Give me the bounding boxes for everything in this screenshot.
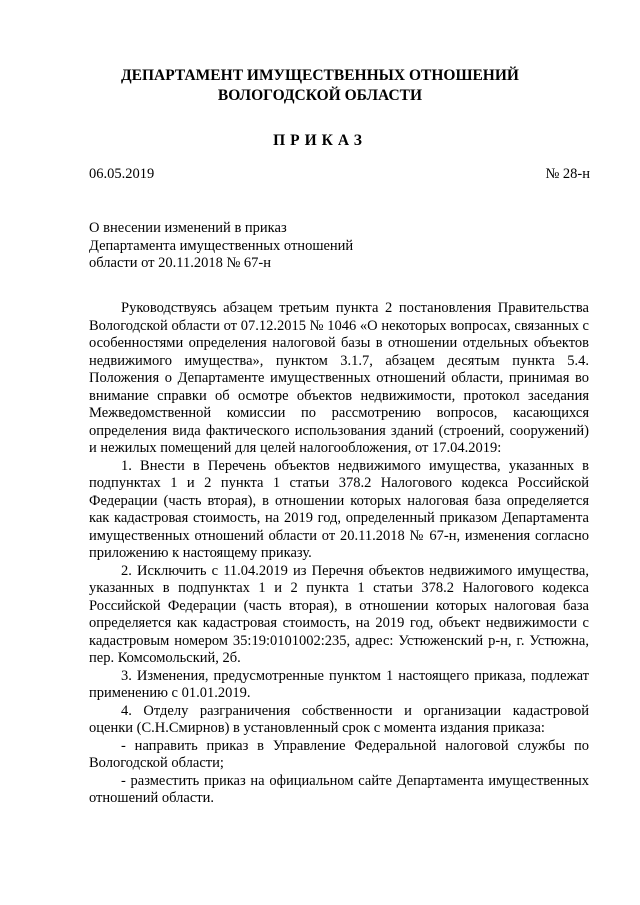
subject-line-3: области от 20.11.2018 № 67-н [89, 255, 272, 271]
clause-3-paragraph: 3. Изменения, предусмотренные пунктом 1 настоящего приказа, подлежат применению с 01.01.2019. [89, 667, 589, 701]
document-body [89, 300, 589, 808]
document-title: ПРИКАЗ [273, 132, 367, 149]
clause-2-paragraph: 2. Исключить с 11.04.2019 из Перечня объектов недвижимого имущества, указанных в подпунктах 1 и 2 пункта 1 статьи 378.2 Налогового кодекса Российской Федерации (часть вторая), в отношении которых налоговая база определяется как кадастровая стоимость, на 2019 год, объект недвижимости с кадастровым номером 35:19:0101002:235, адрес: Устюженский р-н, г. Устюжна, пер. Комсомольский, 2б. [89, 562, 589, 666]
clause-4-paragraph: 4. Отделу разграничения собственности и организации кадастровой оценки (С.Н.Смирнов) в установленный срок с момента издания приказа: [89, 702, 589, 736]
preamble-paragraph: Руководствуясь абзацем третьим пункта 2 постановления Правительства Вологодской области от 07.12.2015 № 1046 «О некоторых вопросах, связанных с особенностями определения налоговой базы в отношении отдельных объектов недвижимого имущества», пунктом 3.1.7, абзацем десятым пункта 5.4. Положения о Департаменте имущественных отношений области, принимая во внимание справки об осмотре объектов недвижимости, протокол заседания Межведомственной комиссии по рассмотрению вопросов, касающихся определения вида фактического использования зданий (строений, сооружений) и нежилых помещений для целей налогообложения, от 17.04.2019: [89, 300, 589, 456]
clause-4-item-1: - направить приказ в Управление Федеральной налоговой службы по Вологодской области; [89, 737, 589, 771]
subject-line-2: Департамента имущественных отношений [89, 237, 354, 254]
department-header-line-2: ВОЛОГОДСКОЙ ОБЛАСТИ [217, 87, 423, 104]
document-number: № 28-н [545, 166, 590, 182]
department-header [60, 66, 580, 106]
department-header-line-1: ДЕПАРТАМЕНТ ИМУЩЕСТВЕННЫХ ОТНОШЕНИЙ [121, 67, 519, 84]
document-subject [89, 220, 449, 273]
clause-1-paragraph: 1. Внести в Перечень объектов недвижимого имущества, указанных в подпунктах 1 и 2 пункта 1 статьи 378.2 Налогового кодекса Российской Федерации (часть вторая), в отношении которых налоговая база определяется как кадастровая стоимость, на 2019 год, определенный приказом Департамента имущественных отношений области от 20.11.2018 № 67-н, изменения согласно приложению к настоящему приказу. [89, 457, 589, 561]
subject-line-1: О внесении изменений в приказ [89, 220, 287, 236]
document-date: 06.05.2019 [89, 166, 155, 182]
clause-4-item-2: - разместить приказ на официальном сайте Департамента имущественных отношений области. [89, 772, 589, 806]
